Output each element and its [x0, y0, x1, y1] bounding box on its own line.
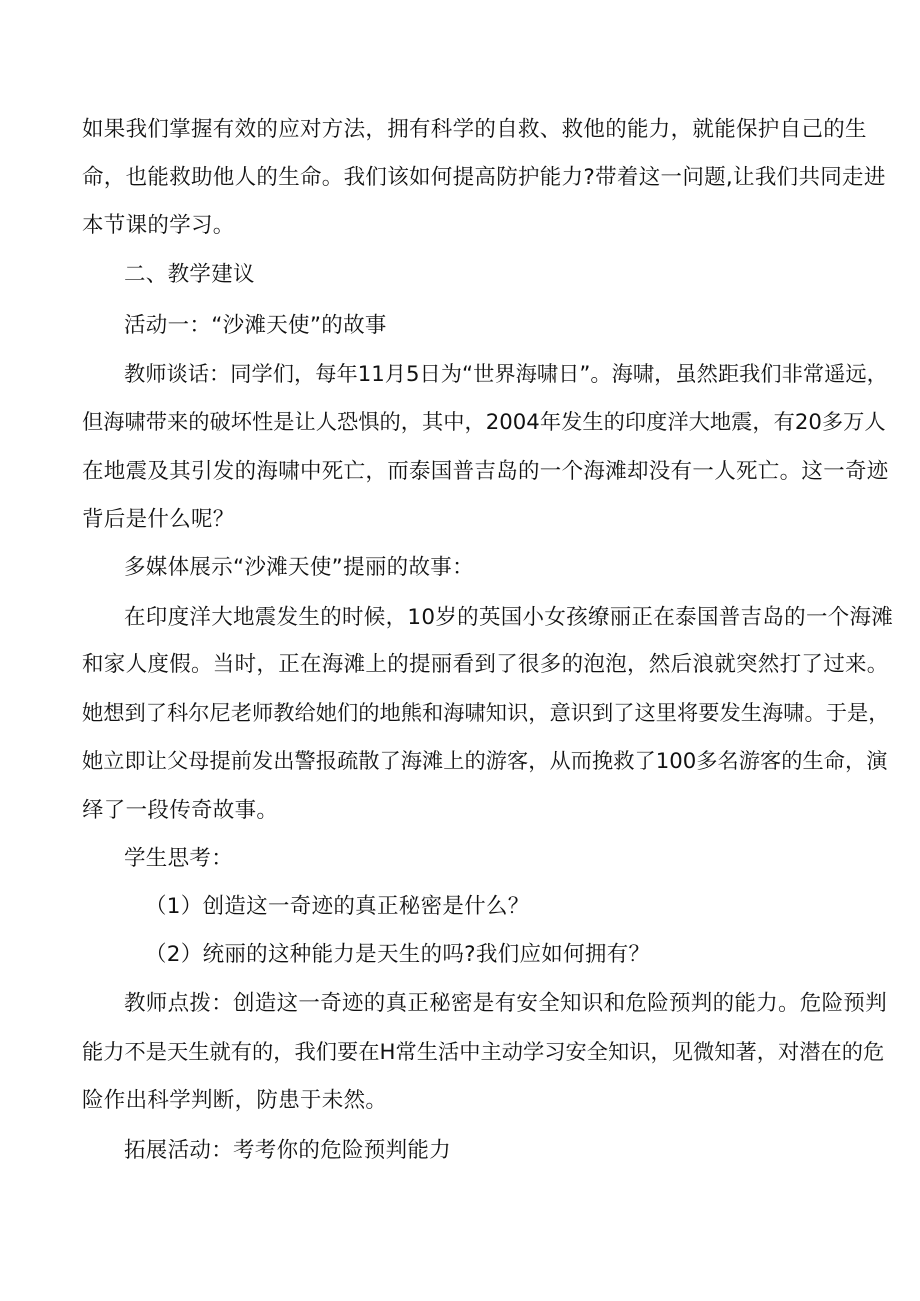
story-line-1: 在印度洋大地震发生的时候，10岁的英国小女孩缭丽正在泰国普吉岛的一个海滩 [124, 605, 894, 630]
activity-one-heading: 活动一：“沙滩天使”的故事 [124, 313, 387, 338]
teacher-talk-line-1: 教师谈话：同学们，每年11月5日为“世界海啸日”。海啸，虽然距我们非常遥远， [124, 362, 888, 387]
teacher-guidance-line-3: 险作出科学判断，防患于未然。 [82, 1088, 388, 1113]
question-1: （1）创造这一奇迹的真正秘密是什么？ [145, 894, 530, 919]
teacher-guidance-line-2: 能力不是天生就有的，我们要在H常生活中主动学习安全知识，见微知著，对潜在的危 [82, 1040, 885, 1065]
story-line-4: 她立即让父母提前发出警报疏散了海滩上的游客，从而挽救了100多名游客的生命，演 [82, 749, 888, 774]
teacher-talk-line-4: 背后是什么呢？ [82, 507, 235, 532]
paragraph-intro-line-2: 命，也能救助他人的生命。我们该如何提高防护能力?带着这一问题,让我们共同走进 [82, 165, 886, 190]
question-2: （2）统丽的这种能力是天生的吗?我们应如何拥有？ [145, 942, 651, 967]
extension-activity-heading: 拓展活动：考考你的危险预判能力 [124, 1138, 452, 1163]
story-line-2: 和家人度假。当时，正在海滩上的提丽看到了很多的泡泡，然后浪就突然打了过来。 [82, 652, 889, 677]
story-line-3: 她想到了科尔尼老师教给她们的地熊和海啸知识，意识到了这里将要发生海啸。于是， [82, 701, 890, 726]
teacher-talk-line-3: 在地震及其引发的海啸中死亡，而泰国普吉岛的一个海滩却没有一人死亡。这一奇迹 [82, 459, 889, 484]
paragraph-intro-line-3: 本节课的学习。 [82, 213, 235, 238]
multimedia-story-heading: 多媒体展示“沙滩天使”提丽的故事： [124, 555, 474, 580]
student-thinking-heading: 学生思考： [124, 846, 234, 871]
section-heading-teaching-suggestions: 二、教学建议 [124, 262, 255, 287]
paragraph-intro-line-1: 如果我们掌握有效的应对方法，拥有科学的自救、救他的能力，就能保护自己的生 [82, 117, 867, 142]
teacher-talk-line-2: 但海啸带来的破坏性是让人恐惧的，其中，2004年发生的印度洋大地震，有20多万人 [82, 410, 886, 435]
story-line-5: 绎了一段传奇故事。 [82, 798, 279, 823]
teacher-guidance-line-1: 教师点拨：创造这一奇迹的真正秘密是有安全知识和危险预判的能力。危险预判 [124, 991, 888, 1016]
